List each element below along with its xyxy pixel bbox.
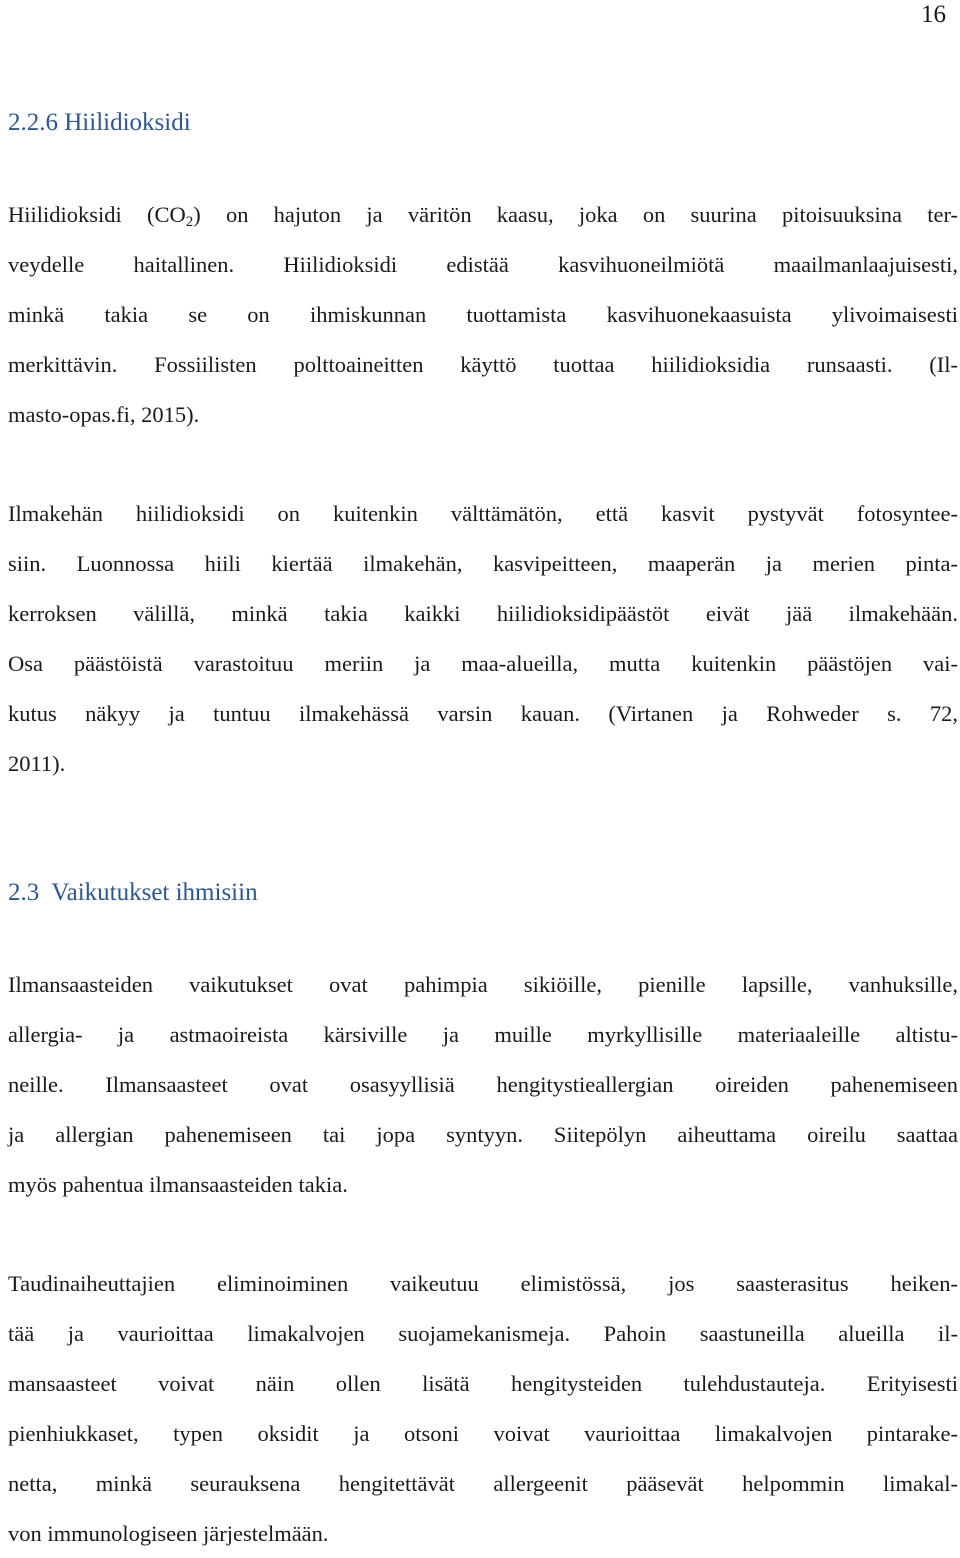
text-line: Hiilidioksidi $(CO_2)$ on hajuton ja väritön kaasu, joka on suurina pitoisuuksina ter- — [8, 202, 958, 230]
text-line: Taudinaiheuttajien eliminoiminen vaikeutuu elimistössä, jos saasterasitus heiken- — [8, 1271, 958, 1296]
text-line: Ilmansaasteiden vaikutukset ovat pahimpia sikiöille, pienille lapsille, vanhuksille, — [8, 972, 958, 997]
text-line: veydelle haitallinen. Hiilidioksidi edistää kasvihuoneilmiötä maailmanlaajuisesti, — [8, 251, 958, 277]
text-line: ja allergian pahenemiseen tai jopa syntyyn. Siitepölyn aiheuttama oireilu saattaa — [8, 1121, 958, 1147]
text-line: siin. Luonnossa hiili kiertää ilmakehän, kasvipeitteen, maaperän ja merien pinta- — [8, 550, 958, 576]
paragraph-carbon-cycle — [8, 489, 958, 788]
section-number: 2.2.6 — [8, 109, 58, 136]
text-line: neille. Ilmansaasteet ovat osasyyllisiä hengitystieallergian oireiden pahenemiseen — [8, 1071, 958, 1097]
text-line: Osa päästöistä varastoituu meriin ja maa-alueilla, mutta kuitenkin päästöjen vai- — [8, 650, 958, 676]
text-line: pienhiukkaset, typen oksidit ja otsoni voivat vaurioittaa limakalvojen pintarake- — [8, 1420, 958, 1446]
section-heading-2-2-6 — [8, 108, 191, 138]
section-heading-2-3 — [8, 878, 258, 908]
text-line: kutus näkyy ja tuntuu ilmakehässä varsin kauan. (Virtanen ja Rohweder s. 72, — [8, 700, 958, 726]
text-line: kerroksen välillä, minkä takia kaikki hiilidioksidipäästöt eivät jää ilmakehään. — [8, 600, 958, 626]
text-line: mansaasteet voivat näin ollen lisätä hengitysteiden tulehdustauteja. Erityisesti — [8, 1370, 958, 1396]
paragraph-carbon-dioxide-intro — [8, 190, 958, 440]
text-line: masto-opas.fi, 2015). — [8, 401, 200, 427]
text-line: Ilmakehän hiilidioksidi on kuitenkin välttämätön, että kasvit pystyvät fotosyntee- — [8, 501, 958, 526]
text-line: myös pahentua ilmansaasteiden takia. — [8, 1171, 348, 1197]
text-line: von immunologiseen järjestelmään. — [8, 1520, 329, 1546]
text-line: 2011). — [8, 750, 66, 776]
paragraph-pathogen-elimination — [8, 1259, 958, 1558]
section-title: Vaikutukset ihmisiin — [51, 879, 258, 906]
text-line: tää ja vaurioittaa limakalvojen suojamekanismeja. Pahoin saastuneilla alueilla il- — [8, 1320, 958, 1346]
text-line: merkittävin. Fossiilisten polttoaineitten käyttö tuottaa hiilidioksidia runsaasti. (Il- — [8, 351, 958, 377]
section-title: Hiilidioksidi — [64, 109, 191, 136]
section-number: 2.3 — [8, 879, 40, 906]
subscript-2: 2 — [185, 214, 194, 230]
page-number: 16 — [921, 1, 946, 28]
text-line: allergia- ja astmaoireista kärsiville ja muille myrkyllisille materiaaleille altistu- — [8, 1021, 958, 1047]
paragraph-effects-on-humans — [8, 960, 958, 1210]
text-line: minkä takia se on ihmiskunnan tuottamista kasvihuonekaasuista ylivoimaisesti — [8, 301, 958, 327]
text-line: netta, minkä seurauksena hengitettävät allergeenit pääsevät helpommin limakal- — [8, 1470, 958, 1496]
